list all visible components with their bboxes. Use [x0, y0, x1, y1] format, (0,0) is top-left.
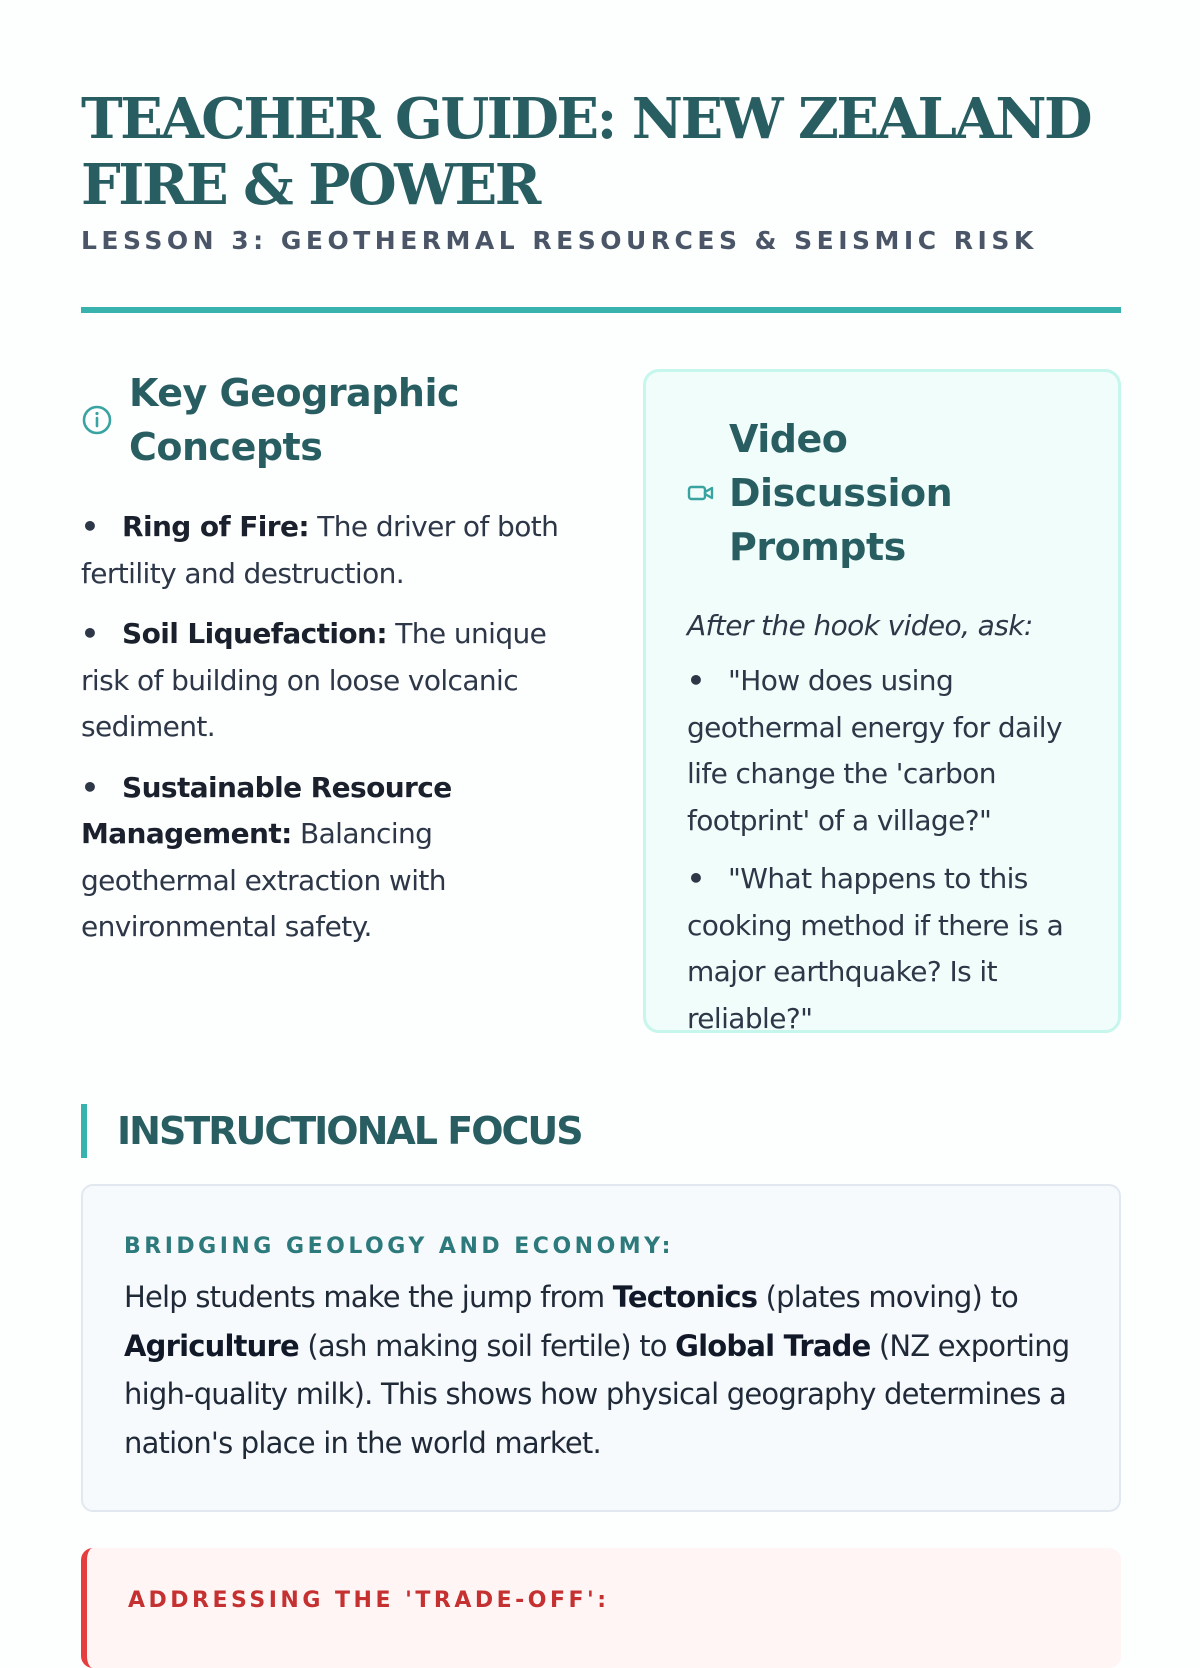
list-item: • Sustainable Resource Management: Balancing geothermal extraction with environmental safety. [81, 770, 452, 943]
instructional-focus-heading: INSTRUCTIONAL FOCUS [117, 1109, 582, 1153]
bold-term: Global Trade [675, 1328, 871, 1363]
video-prompts-header [687, 412, 1078, 574]
bold-term: Tectonics [612, 1280, 758, 1314]
prompts-list [687, 658, 1078, 1042]
page-title: TEACHER GUIDE: NEW ZEALAND FIRE & POWER [81, 86, 1091, 218]
lesson-subtitle: LESSON 3: GEOTHERMAL RESOURCES & SEISMIC RISK [81, 226, 1038, 255]
bold-term: Agriculture [124, 1328, 299, 1363]
concept-text: Balancing geothermal extraction with environmental safety. [81, 817, 446, 943]
list-item: • Soil Liquefaction: The unique risk of building on loose volcanic sediment. [81, 617, 547, 743]
bridging-box [81, 1184, 1121, 1512]
list-item: • "What happens to this cooking method if there is a major earthquake? Is it reliable?" [687, 862, 1064, 1035]
video-prompts-heading: Video Discussion Prompts [729, 417, 953, 569]
prompt-text: "How does using geothermal energy for daily life change the 'carbon footprint' of a village?" [687, 664, 1062, 837]
concept-term: Sustainable Resource Management: [81, 770, 452, 850]
prompt-text: "What happens to this cooking method if there is a major earthquake? Is it reliable?" [687, 862, 1064, 1035]
key-concepts-heading: Key Geographic Concepts [129, 371, 460, 469]
video-prompts-card [643, 369, 1121, 1033]
info-icon [81, 404, 113, 436]
header-divider [81, 307, 1121, 313]
tradeoff-box [81, 1548, 1121, 1668]
concept-text: The unique risk of building on loose volcanic sediment. [81, 617, 547, 743]
list-item: • Ring of Fire: The driver of both fertility and destruction. [81, 510, 559, 590]
concept-term: Soil Liquefaction: [122, 617, 387, 650]
list-item: • "How does using geothermal energy for daily life change the 'carbon footprint' of a village?" [687, 664, 1062, 837]
text-span: Help students make the jump from [124, 1280, 613, 1314]
concepts-list [81, 504, 561, 951]
text-span: (NZ exporting high-quality milk). This shows how physical geography determines a nation's place in the world market. [124, 1328, 1070, 1460]
prompt-intro: After the hook video, ask: [687, 609, 1033, 642]
instructional-focus-header [81, 1104, 582, 1158]
key-concepts-section [81, 366, 561, 965]
key-concepts-header [81, 366, 561, 474]
concept-term: Ring of Fire: [122, 510, 309, 543]
concept-text: The driver of both fertility and destruction. [81, 510, 559, 590]
text-span: (plates moving) to [757, 1280, 1018, 1314]
video-camera-icon [687, 479, 715, 507]
bridging-label: BRIDGING GEOLOGY AND ECONOMY: [124, 1234, 674, 1259]
tradeoff-label: ADDRESSING THE 'TRADE-OFF': [128, 1588, 610, 1613]
text-span: (ash making soil fertile) to [298, 1328, 676, 1363]
bridging-text [124, 1273, 1079, 1467]
